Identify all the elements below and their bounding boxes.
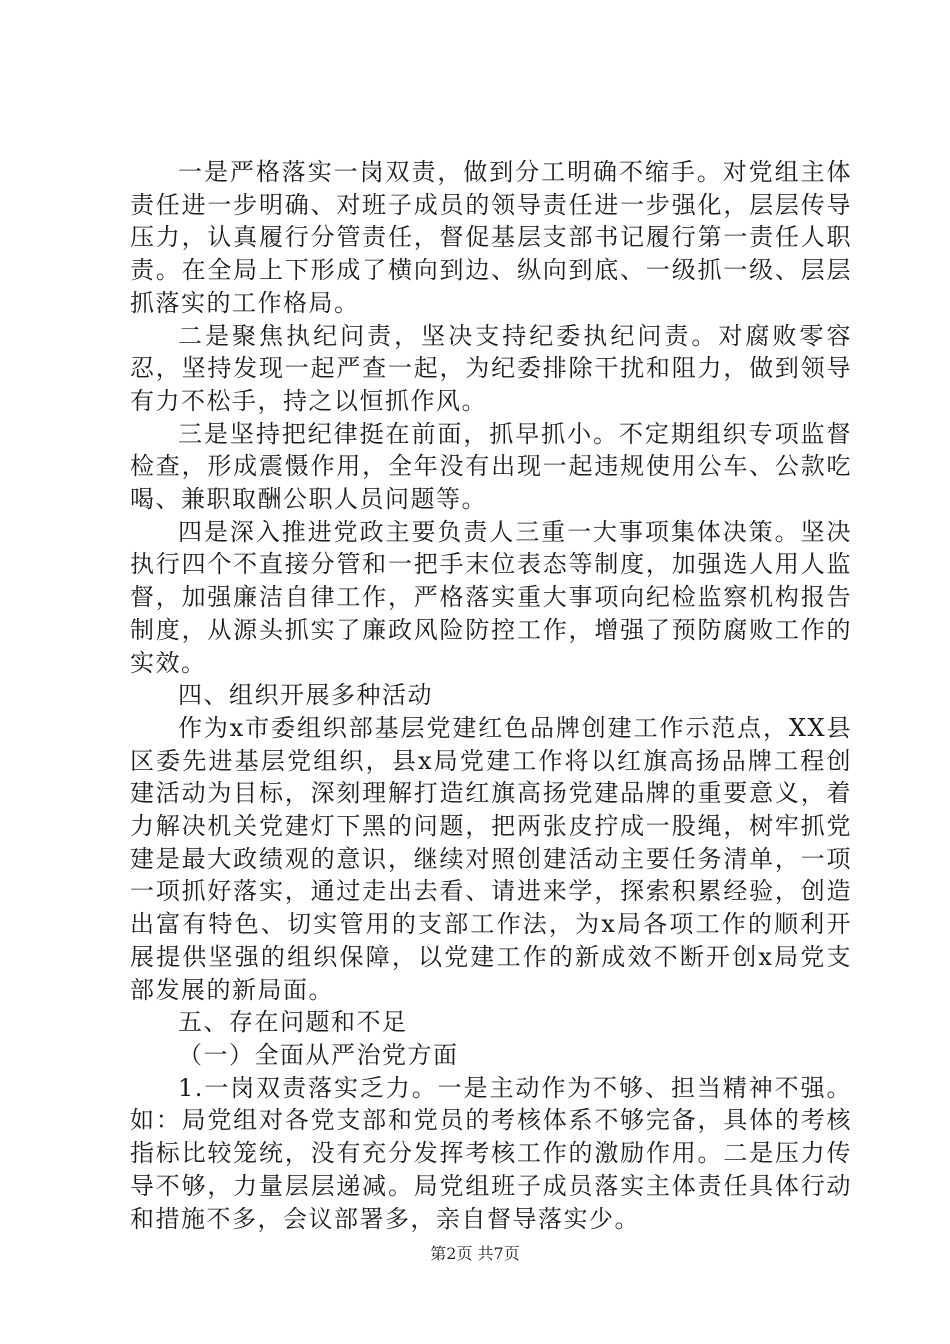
- paragraph-discipline-first: 三是坚持把纪律挺在前面，抓早抓小。不定期组织专项监督检查，形成震慑作用，全年没有出现一起违规使用公车、公款吃喝、兼职取酬公职人员问题等。: [130, 419, 852, 514]
- paragraph-discipline-accountability: 二是聚焦执纪问责，坚决支持纪委执纪问责。对腐败零容忍，坚持发现一起严查一起，为纪委排除干扰和阻力，做到领导有力不松手，持之以恒抓作风。: [130, 321, 852, 415]
- paragraph-collective-decision: 四是深入推进党政主要负责人三重一大事项集体决策。坚决执行四个不直接分管和一把手末位表态等制度，加强选人用人监督，加强廉洁自律工作，严格落实重大事项向纪检监察机构报告制度，从源头抓实了廉政风险防控工作，增强了预防腐败工作的实效。: [130, 517, 852, 677]
- document-body: [130, 156, 852, 1235]
- section-heading-problems: 五、存在问题和不足: [178, 1008, 408, 1037]
- subsection-heading-strict-governance: （一）全面从严治党方面: [178, 1040, 459, 1069]
- section-heading-activities: 四、组织开展多种活动: [178, 681, 433, 710]
- paragraph-party-building-brand: 作为x市委组织部基层党建红色品牌创建工作示范点，XX县区委先进基层党组织，县x局党建工作将以红旗高扬品牌工程创建活动为目标，深刻理解打造红旗高扬党建品牌的重要意义，着力解决机关党建灯下黑的问题，把两张皮拧成一股绳，树牢抓党建是最大政绩观的意识，继续对照创建活动主要任务清单，一项一项抓好落实，通过走出去看、请进来学，探索积累经验，创造出富有特色、切实管用的支部工作法，为x局各项工作的顺利开展提供坚强的组织保障，以党建工作的新成效不断开创x局党支部发展的新局面。: [130, 713, 852, 1004]
- paragraph-duty-weakness: 1.一岗双责落实乏力。一是主动作为不够、担当精神不强。如：局党组对各党支部和党员的考核体系不够完备，具体的考核指标比较笼统，没有充分发挥考核工作的激励作用。二是压力传导不够，力量层层递减。局党组班子成员落实主体责任具体行动和措施不多，会议部署多，亲自督导落实少。: [130, 1073, 852, 1233]
- paragraph-duty-responsibility: 一是严格落实一岗双责，做到分工明确不缩手。对党组主体责任进一步明确、对班子成员的领导责任进一步强化，层层传导压力，认真履行分管责任，督促基层支部书记履行第一责任人职责。在全局上下形成了横向到边、纵向到底、一级抓一级、层层抓落实的工作格局。: [130, 158, 852, 317]
- page-number-footer: 第2页 共7页: [430, 1244, 520, 1263]
